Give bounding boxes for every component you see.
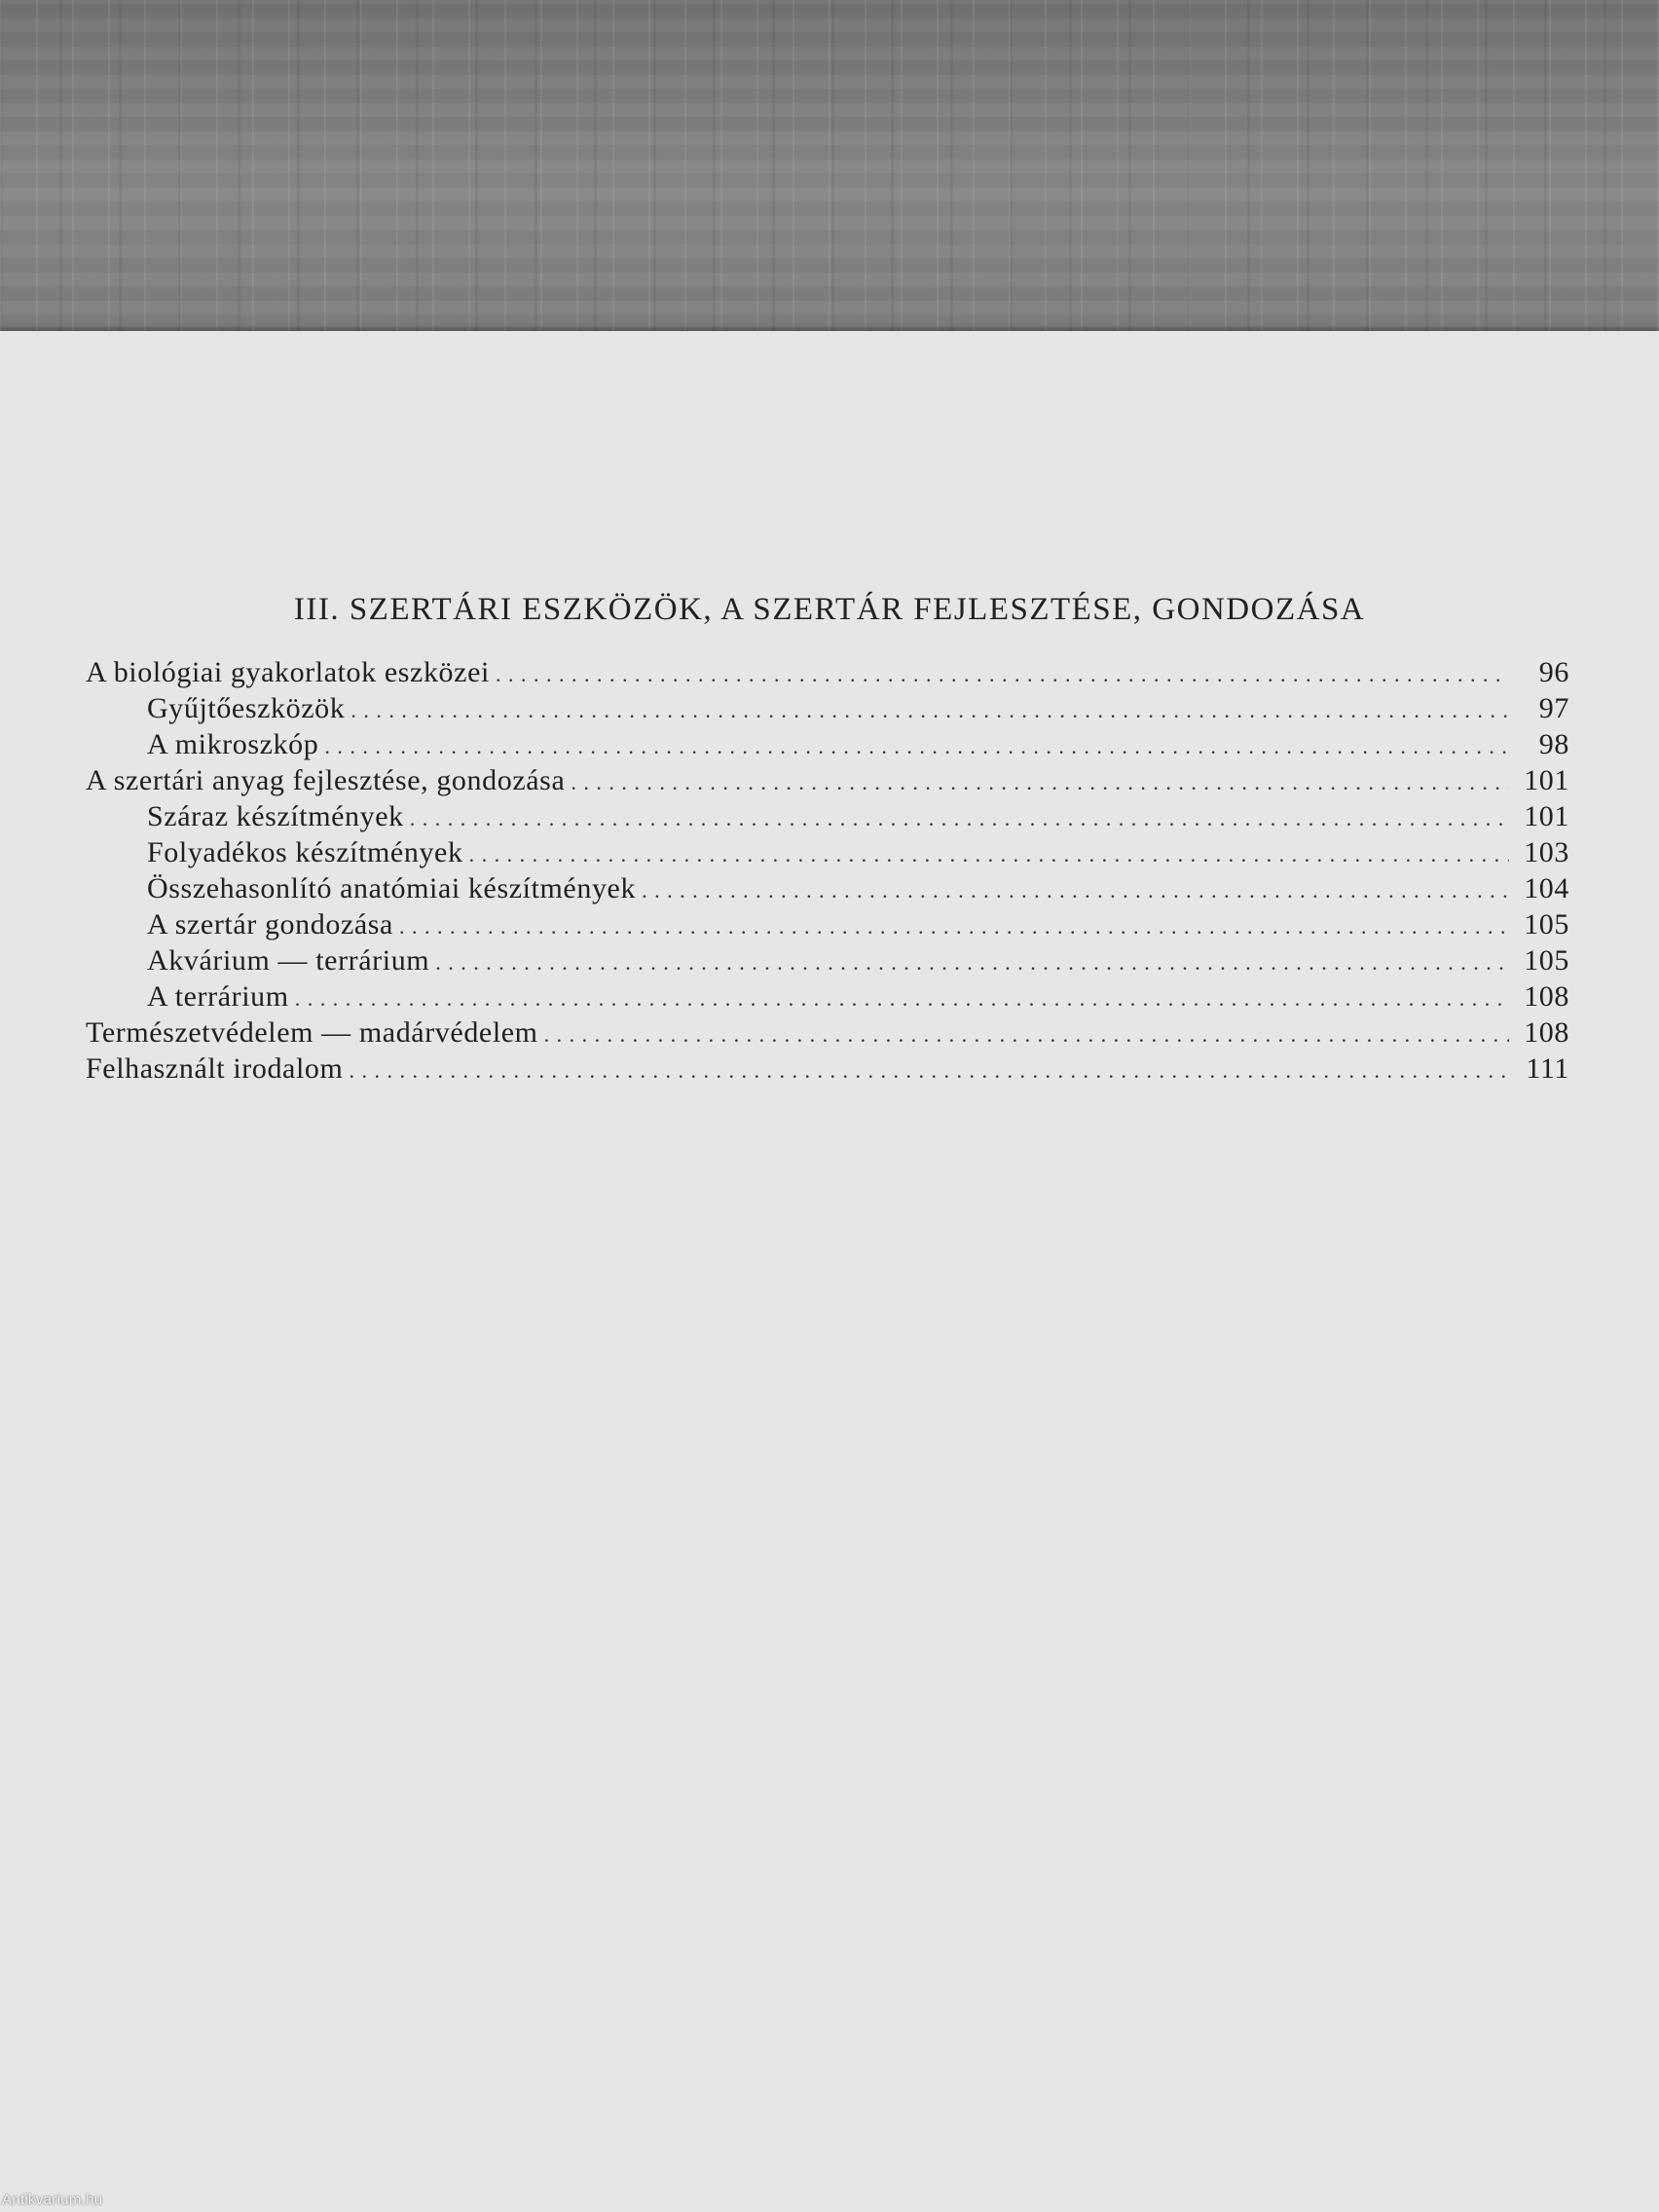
section-heading: III. SZERTÁRI ESZKÖZÖK, A SZERTÁR FEJLESZTÉSE, GONDOZÁSA (293, 592, 1366, 627)
watermark: Antikvarium.hu (2, 2192, 103, 2208)
toc-entry-title: A szertári anyag fejlesztése, gondozása (86, 764, 566, 796)
toc-entry-title: Természetvédelem — madárvédelem (86, 1016, 538, 1049)
dot-leader (496, 662, 1509, 687)
toc-entry (86, 944, 1569, 980)
toc-entry-page-number: 98 (1538, 728, 1569, 760)
toc-entry-title: Akvárium — terrárium (147, 944, 430, 977)
toc-entry-title: A terrárium (147, 980, 289, 1013)
toc-entry-page-number: 101 (1524, 764, 1569, 796)
toc-entry-page-number: 101 (1524, 800, 1569, 832)
toc-entry-title: A szertár gondozása (147, 908, 393, 940)
toc-entry-title: Gyűjtőeszközök (147, 692, 346, 724)
toc-entry-page-number: 111 (1526, 1052, 1569, 1085)
dot-leader (349, 1058, 1509, 1084)
toc-entry (86, 764, 1569, 800)
toc-entry-page-number: 96 (1538, 656, 1569, 688)
dot-leader (399, 914, 1509, 940)
toc-entry (86, 692, 1569, 728)
toc-entry-title: Folyadékos készítmények (147, 836, 463, 868)
dot-leader (410, 806, 1509, 831)
toc-entry (86, 656, 1569, 692)
toc-entry (86, 800, 1569, 836)
toc-entry (86, 1016, 1569, 1052)
toc-entry-title: A mikroszkóp (147, 728, 319, 760)
toc-entry-title: Összehasonlító anatómiai készítmények (147, 872, 637, 904)
toc-entry-page-number: 105 (1524, 944, 1569, 977)
dot-leader (571, 770, 1509, 795)
dot-leader (469, 842, 1509, 867)
table-of-contents (86, 656, 1569, 1088)
toc-entry (86, 980, 1569, 1016)
toc-entry-title: A biológiai gyakorlatok eszközei (86, 656, 490, 688)
toc-entry-title: Száraz készítmények (147, 800, 404, 832)
background-surface (0, 0, 1659, 343)
dot-leader (324, 734, 1509, 759)
toc-entry (86, 908, 1569, 944)
toc-entry-page-number: 104 (1524, 872, 1569, 904)
toc-entry (86, 836, 1569, 872)
toc-entry-title: Felhasznált irodalom (86, 1052, 344, 1085)
toc-entry-page-number: 105 (1524, 908, 1569, 940)
dot-leader (350, 698, 1509, 723)
toc-entry-page-number: 97 (1538, 692, 1569, 724)
dot-leader (642, 878, 1509, 903)
toc-entry (86, 1052, 1569, 1088)
dot-leader (295, 986, 1509, 1012)
dot-leader (435, 950, 1509, 976)
toc-entry-page-number: 108 (1524, 1016, 1569, 1049)
toc-entry-page-number: 108 (1524, 980, 1569, 1013)
toc-entry (86, 872, 1569, 908)
paper-page (0, 331, 1659, 2212)
dot-leader (544, 1022, 1509, 1048)
toc-entry-page-number: 103 (1524, 836, 1569, 868)
toc-entry (86, 728, 1569, 764)
